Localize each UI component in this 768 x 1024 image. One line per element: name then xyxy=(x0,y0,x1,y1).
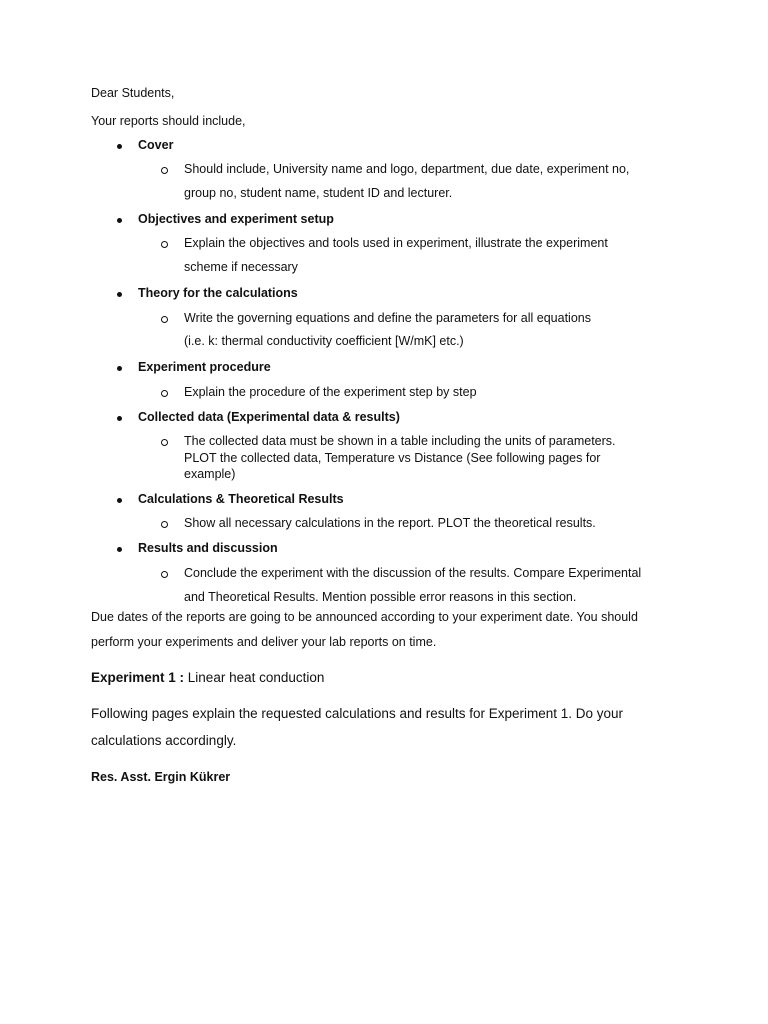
experiment-heading xyxy=(91,670,324,685)
signature: Res. Asst. Ergin Kükrer xyxy=(91,770,231,784)
circle-bullet-icon xyxy=(161,167,168,174)
sub-item-text: Write the governing equations and define the parameters for all equations xyxy=(184,311,591,325)
intro-line: Your reports should include, xyxy=(91,114,246,128)
circle-bullet-icon xyxy=(161,571,168,578)
sub-item-text: Explain the procedure of the experiment step by step xyxy=(184,385,477,399)
following-text: calculations accordingly. xyxy=(91,733,237,748)
bullet-label: Experiment procedure xyxy=(138,360,271,374)
due-dates-text: perform your experiments and deliver your lab reports on time. xyxy=(91,635,437,649)
circle-bullet-icon xyxy=(161,316,168,323)
circle-bullet-icon xyxy=(161,390,168,397)
circle-bullet-icon xyxy=(161,439,168,446)
sub-item-text: (i.e. k: thermal conductivity coefficient [W/mK] etc.) xyxy=(184,334,464,348)
sub-item-text: Conclude the experiment with the discussion of the results. Compare Experimental xyxy=(184,566,642,580)
bullet-icon xyxy=(117,547,122,552)
bullet-icon xyxy=(117,498,122,503)
sub-item-text: Should include, University name and logo, department, due date, experiment no, xyxy=(184,162,630,176)
circle-bullet-icon xyxy=(161,241,168,248)
due-dates-text: Due dates of the reports are going to be announced according to your experiment date. You should xyxy=(91,610,638,624)
bullet-label: Collected data (Experimental data & results) xyxy=(138,410,400,424)
bullet-label: Calculations & Theoretical Results xyxy=(138,492,344,506)
bullet-icon xyxy=(117,218,122,223)
bullet-label: Objectives and experiment setup xyxy=(138,212,334,226)
bullet-label: Cover xyxy=(138,138,174,152)
sub-item-text: and Theoretical Results. Mention possible error reasons in this section. xyxy=(184,590,577,604)
bullet-icon xyxy=(117,144,122,149)
bullet-label: Results and discussion xyxy=(138,541,278,555)
greeting: Dear Students, xyxy=(91,86,175,100)
sub-item-text: Show all necessary calculations in the report. PLOT the theoretical results. xyxy=(184,516,596,530)
sub-item-text: example) xyxy=(184,467,236,481)
bullet-icon xyxy=(117,366,122,371)
sub-item-text: Explain the objectives and tools used in experiment, illustrate the experiment xyxy=(184,236,608,250)
circle-bullet-icon xyxy=(161,521,168,528)
bullet-icon xyxy=(117,292,122,297)
sub-item-text: The collected data must be shown in a table including the units of parameters. xyxy=(184,434,616,448)
sub-item-text: group no, student name, student ID and lecturer. xyxy=(184,186,453,200)
sub-item-text: PLOT the collected data, Temperature vs Distance (See following pages for xyxy=(184,451,601,465)
experiment-label: Experiment 1 : xyxy=(91,670,185,685)
sub-item-text: scheme if necessary xyxy=(184,260,298,274)
following-text: Following pages explain the requested calculations and results for Experiment 1. Do your xyxy=(91,706,624,721)
experiment-title: Linear heat conduction xyxy=(187,670,325,685)
bullet-label: Theory for the calculations xyxy=(138,286,298,300)
bullet-icon xyxy=(117,416,122,421)
